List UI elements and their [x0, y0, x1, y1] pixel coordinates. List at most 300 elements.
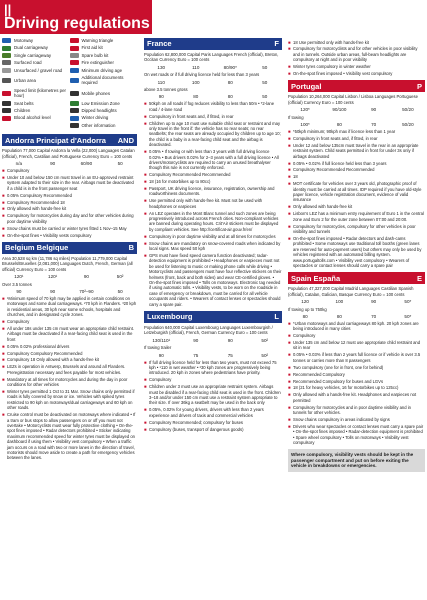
regulation-item: [288, 40, 425, 45]
regulation-list: [288, 321, 425, 446]
legend-symbol-icon: [2, 108, 11, 113]
legend-item: [70, 45, 138, 50]
speed-note: If towing up to 750kg: [288, 306, 327, 312]
legend-label: Urban area: [14, 77, 36, 83]
country-bar: [288, 80, 425, 92]
speed-value: 75: [227, 352, 233, 358]
speed-value: 50/20: [402, 122, 414, 128]
regulation-text: Compulsory Recommended 18: [7, 199, 65, 205]
bullet-icon: ■: [288, 181, 291, 187]
speed-limits: [2, 274, 137, 279]
speed-value: 50: [262, 94, 268, 100]
legend-symbol-icon: [70, 60, 79, 65]
legend-label: Motorway: [14, 38, 34, 43]
regulation-item: [144, 114, 282, 119]
speed-value: 80/90*: [223, 64, 237, 70]
regulation-item: [288, 372, 425, 377]
regulation-item: [2, 296, 137, 318]
regulation-item: [288, 365, 425, 370]
legend-symbol-icon: [2, 91, 11, 96]
regulation-item: [2, 412, 137, 461]
regulation-item: [144, 101, 282, 112]
country-bar: [144, 38, 282, 50]
speed-value: 90: [158, 94, 164, 100]
bullet-icon: ■: [2, 364, 5, 370]
bullet-icon: ■: [144, 377, 147, 383]
regulation-text: Recommended Compulsory: [293, 371, 345, 377]
speed-value: 50: [117, 289, 123, 294]
legend-item: [70, 108, 138, 113]
regulation-item: [144, 234, 282, 239]
regulation-text: If full driving licence held for less than two years, must not exceed 75 kph • ¹110 in wet weather • ²30 kph zones are progressively being introduced. 20 kph in zones where pedestrians have priority.: [149, 359, 277, 376]
bullet-icon: ■: [2, 174, 5, 180]
regulation-item: [288, 167, 425, 172]
legend-item: [70, 88, 138, 99]
bullet-icon: ■: [144, 240, 147, 246]
column-2: [144, 38, 282, 433]
regulation-item: [288, 46, 425, 62]
section-number: ||: [4, 2, 12, 17]
bullet-icon: ■: [144, 359, 147, 365]
speed-limits-2: [144, 353, 282, 358]
regulation-text: Under 10 and below 150 cm must travel in an EU-approved restraint system adapted to their size in the rear. Airbags must be deactivated if a child is in the front passenger seat: [7, 174, 134, 191]
country-spain: [288, 272, 425, 445]
bullet-icon: ■: [288, 378, 291, 384]
legend-symbol-icon: [70, 68, 79, 73]
regulation-text: Compulsory Recommended Recommended: [149, 172, 231, 178]
regulation-item: [288, 224, 425, 235]
speed-value: 130: [157, 64, 166, 70]
regulation-item: [2, 364, 137, 375]
bullet-icon: ■: [288, 416, 291, 422]
legend-label: Seat belts: [14, 100, 34, 106]
legend-symbol-icon: [70, 53, 79, 58]
legend-item: [70, 123, 138, 128]
regulation-text: 50kph on all roads if fog reduces visibility to less than 50m • *2-lane road / 4-lane road: [149, 101, 275, 112]
regulation-text: MOT certificate for vehicles over 3 years old, photographic proof of identity must be carried at all times. IDP required if you have old-style paper licence, vehicle registration document, evidence of valid insurance: [293, 181, 422, 203]
regulation-text: Compulsory Recommended Recommended: [293, 167, 375, 173]
regulation-text: 0.05% • If towing or with less than 3 years with full driving licence 0.02% • Bus drivers 0.02% for 2–3 years with a full driving licence • All drivers/motorcyclists are required to carry an unused breathalyser though this rule is not currently enforced.: [149, 149, 279, 171]
regulation-item: [144, 360, 282, 376]
regulation-text: Compulsory: [293, 333, 316, 339]
legend-symbol-icon: [70, 38, 79, 43]
regulation-text: Compulsory for motorcyclists and for other vehicles in poor visibility and in tunnels. Outside urban areas, full-beam headlights are compulsory at night and in poor visibility: [293, 46, 418, 63]
bullet-icon: ■: [144, 384, 147, 390]
regulation-item: [2, 193, 137, 198]
regulation-list: [144, 101, 282, 307]
speed-value: n/a: [15, 161, 23, 167]
legend-label: Single carriageway: [14, 52, 52, 58]
speed-limits-2: [144, 80, 282, 85]
speed-value: 110: [192, 64, 200, 70]
regulation-list: [2, 168, 137, 238]
speed-value: 80: [336, 122, 342, 128]
regulation-text: 0.05% • 0.02% if full licence held less than 3 years: [293, 160, 387, 166]
bullet-icon: ■: [144, 407, 147, 413]
legend-item: [2, 123, 70, 128]
legend-symbol-icon: [70, 91, 79, 96]
regulation-item: [288, 181, 425, 203]
speed-value: 50: [117, 161, 123, 167]
speed-value: 50²: [261, 337, 269, 343]
speed-value: 90: [371, 107, 377, 113]
regulation-text: Only allowed with hands-free kit: [293, 204, 353, 210]
legend-item: [2, 60, 70, 65]
regulation-item: [288, 161, 425, 166]
country-code: AND: [117, 135, 134, 145]
regulation-text: Compulsory: [149, 377, 172, 383]
bullet-icon: ■: [288, 364, 291, 370]
regulation-text: Compulsory Compulsory Recommended: [7, 350, 83, 356]
legend-symbol-icon: [2, 78, 11, 83]
bullet-icon: ■: [288, 46, 291, 52]
regulation-text: ¹Minimum speed of 70 kph may be applied in certain conditions on motorways and some dual carriageways. ²70 kph in Flanders. ³20 kph in residential areas, 30 kph near some schools, hospitals and churches, and in designated cycle zones.: [7, 295, 137, 318]
regulation-item: [288, 204, 425, 209]
bullet-icon: ■: [288, 235, 291, 241]
regulation-text: Compulsory for motorcycles, compulsory for other vehicles in poor visibility and tunnels: [293, 223, 416, 234]
regulation-item: [288, 211, 425, 222]
country-info: Population 10,264,000 Capital Lisbon / Lisboa Languages Portuguese (official) Currency Euro = 100 cents: [288, 94, 418, 105]
country-info: Area 30,528 sq km (11,786 sq miles) Population 11,779,000 Capital Brussels/Bruxelles (2,081,000) Languages Dutch, French, German (all official) Currency Euro = 100 cents: [2, 255, 133, 272]
regulation-text: *Urban motorways and dual carriageways 80 kph. 20 kph zones are being introduced in many cities: [293, 320, 419, 332]
regulation-text: Recommended Compulsory for buses and LGVs: [293, 378, 384, 384]
legend-label: Speed limit (kilometres per hour): [14, 87, 66, 99]
legend-label: Warning triangle: [81, 38, 114, 43]
speed-value: 50: [262, 64, 268, 70]
regulation-text: Under 12 and below 135cm must travel in the rear in an appropriate restraint system. Child seats permitted in front for under 3s only if airbags deactivated: [293, 142, 419, 159]
regulation-text: 18 (16 for motorbikes up to 80cc): [149, 179, 211, 185]
bullet-icon: ■: [288, 223, 291, 229]
regulation-item: [288, 405, 425, 416]
speed-value: 120¹: [14, 274, 24, 280]
regulation-item: [288, 143, 425, 159]
legend-item: [2, 108, 70, 113]
regulation-item: [2, 357, 137, 362]
regulation-text: Snow chains must be carried or winter tyres fitted 1 Nov–15 May: [7, 225, 127, 231]
bullet-icon: ■: [144, 253, 147, 258]
speed-value: 120: [301, 299, 309, 305]
bullet-icon: ■: [144, 186, 147, 192]
legend-label: Additional documents required: [81, 75, 124, 86]
regulation-item: [288, 392, 425, 403]
header-band: [0, 0, 152, 34]
speed-value: 120¹: [48, 274, 58, 280]
regulation-item: [2, 175, 137, 191]
bullet-icon: ■: [288, 392, 291, 398]
regulation-text: 18 Use permitted only with hands-free kit: [293, 39, 369, 45]
legend-item: [2, 101, 70, 106]
legend-label: Low Emission Zone: [81, 100, 120, 106]
country-code: L: [274, 312, 279, 322]
bullet-icon: ■: [144, 120, 147, 126]
bullet-icon: ■: [2, 232, 5, 238]
bullet-icon: ■: [288, 371, 291, 377]
legend-symbol-icon: [70, 108, 79, 113]
country-andorra: [2, 134, 137, 238]
regulation-text: Snow chains compulsory in areas indicated by signs: [293, 416, 390, 422]
regulation-text: Lisbon's LEZ has a minimum entry requirement of Euro 1 in the central zone and Euro 2 for the outer zone between 07:00 and 20:00.: [293, 211, 424, 222]
bullet-icon: ■: [2, 199, 5, 205]
regulation-item: [144, 377, 282, 382]
legend-item: [2, 45, 70, 50]
regulation-text: Children under 3 must use an appropriate restraint system. Airbags must be disabled if a rear-facing child seat is used in the front. Children 3–18 and/or under 150 cm must use a restraint system appropriate to their size. If over 36kg a seatbelt may be used in the back only: [149, 384, 281, 406]
regulation-item: [2, 389, 137, 411]
country-bar: [2, 134, 137, 146]
bullet-icon: ■: [144, 426, 147, 432]
regulation-item: [144, 241, 282, 252]
regulation-item: [2, 226, 137, 231]
bullet-icon: ■: [144, 179, 147, 185]
regulation-text: Winter tyres compulsory in winter weather: [293, 64, 371, 70]
speed-value: 90: [371, 299, 377, 305]
bullet-icon: ■: [2, 376, 5, 382]
speed-value: 90/100: [332, 107, 347, 113]
regulation-text: Compulsory for motorcycles during day and for other vehicles during poor daytime visibility: [7, 213, 134, 224]
regulation-item: [144, 253, 282, 307]
speed-value: 90: [83, 274, 89, 280]
bullet-icon: ■: [288, 404, 291, 410]
speed-limits-3: [144, 94, 282, 99]
bullet-icon: ■: [2, 168, 5, 173]
speed-note: On wet roads or if full driving licence held for less than 3 years: [144, 72, 260, 78]
country-belgium: [2, 242, 137, 461]
regulation-item: [288, 424, 425, 446]
regulation-text: Drivers who wear spectacles or contact lenses must carry a spare pair • On-the-spot fines imposed • Radar-detection equipment is prohibited • Spare wheel compulsory • Tolls on motorways • Visibility vest compulsory: [293, 423, 424, 446]
regulation-text: On-the-spot fines • Visibility vests compulsory: [7, 232, 92, 238]
speed-value: 80: [227, 79, 233, 85]
speed-value: 75: [193, 352, 199, 358]
legend-label: Winter driving: [81, 115, 109, 121]
country-info: Population 77,000 Capital Andorra la Vella (22,000) Languages Catalan (official), French, Castilian and Portuguese Currency Euro = 100 cents: [2, 148, 135, 159]
legend-label: Blood alcohol level: [14, 115, 51, 121]
regulation-item: [288, 236, 425, 268]
bullet-icon: ■: [288, 135, 291, 141]
regulation-text: Compulsory in front seats and, if fitted, in rear: [149, 113, 234, 119]
country-name: Spain España: [291, 273, 341, 283]
regulation-item: [288, 352, 425, 363]
regulation-item: [144, 149, 282, 171]
regulation-item: [288, 385, 425, 390]
country-name: Andorra Principat d'Andorra: [5, 135, 106, 145]
regulation-text: Winter tyres permitted 1 Oct to 31 Mar. Snow chains only permitted if roads is fully covered by snow or ice. Vehicles with spiked tyres restricted to 90 kph on motorways/dual carriageways and 60 kph on other roads.: [7, 389, 135, 411]
regulation-text: Use permitted only with hands-free kit. Must not be used with headphones or earpieces: [149, 198, 263, 209]
bullet-icon: ■: [288, 204, 291, 210]
bullet-icon: ■: [2, 213, 5, 219]
regulation-text: Children up to age 10 must use suitable child seat or restraint and may only travel in the front if: the vehicle has no rear seats; no rear seatbelts; the rear seats are already occupied by children up to age 10; the child is a baby in a rear-facing child seat and the airbag is deactivated.: [149, 120, 281, 148]
regulation-text: On-the-spot fines imposed • Visibility vest compulsory: [293, 71, 393, 77]
regulation-item: [288, 340, 425, 351]
regulation-text: *50kph minimum; 90kph max if licence less than 1 year: [293, 128, 396, 134]
regulation-item: [2, 213, 137, 224]
legend-item: [2, 68, 70, 73]
bullet-icon: ■: [144, 149, 147, 155]
regulation-text: 0.05% 0.02% professional drivers: [7, 343, 70, 349]
legend-item: [2, 88, 70, 99]
regulation-item: [144, 384, 282, 406]
country-name: Belgium Belgique: [5, 243, 69, 253]
bullet-icon: ■: [288, 340, 291, 346]
country-code: F: [274, 39, 279, 49]
regulation-list: [288, 40, 425, 77]
bullet-icon: ■: [2, 206, 5, 212]
legend-item: [70, 60, 138, 65]
bullet-icon: ■: [288, 39, 291, 45]
regulation-list: [144, 360, 282, 432]
speed-value: 80: [336, 313, 342, 319]
country-name: Luxembourg: [147, 312, 193, 322]
bullet-icon: ■: [288, 167, 291, 173]
regulation-text: Compulsory: [7, 168, 30, 173]
regulation-text: 18 (21 for heavy vehicles, 16 for motorbikes up to 125cc): [293, 385, 399, 391]
speed-value: 80: [227, 94, 233, 100]
speed-value: 90: [227, 337, 233, 343]
regulation-text: Compulsory Recommended; compulsory for buses: [149, 419, 244, 425]
speed-value: 100: [191, 79, 200, 85]
regulation-item: [144, 172, 282, 177]
country-info: Population 640,000 Capital Luxembourg Languages Luxembourgish / Letzeburgish (official), French, German Currency Euro = 100 cents: [144, 325, 273, 336]
bullet-icon: ■: [288, 385, 291, 391]
regulation-text: An LEZ operates in the Mont Blanc tunnel and such zones are being progressively introduced across French cities. Non-compliant vehicles are banned during operating hours. Crit'Air stickers must be displayed by compliant vehicles. See http://certificat-air.gouv.fr/en/: [149, 210, 279, 232]
legend-symbol-icon: [70, 78, 79, 83]
bullet-icon: ■: [288, 320, 291, 326]
bullet-icon: ■: [2, 350, 5, 356]
country-info: Population 62,800,000 Capital Paris Languages French (official), Breton, Occitan Currency Euro = 100 cents: [144, 52, 279, 63]
bullet-icon: ■: [2, 389, 5, 394]
regulation-item: [144, 121, 282, 148]
speed-value: 100*: [300, 122, 310, 128]
regulation-text: Cruise control must be deactivated on motorways where indicated • If a tram or bus stops to allow passengers on or off you must not overtake • Motorcyclists must wear fully protective clothing • On-the-spot fines imposed • Radar detectors prohibited • Sticker indicating maximum recommended speed for winter tyres must be displayed on dashboard if using them • Visibility vest compulsory • When a traffic jam occurs on a road with two or more lanes in the direction of travel, motorists should move aside to create a path for emergency vehicles between the lanes.: [7, 412, 136, 461]
speed-value: 70: [371, 122, 377, 128]
regulation-item: [2, 319, 137, 324]
regulation-list: [2, 296, 137, 461]
regulation-item: [288, 379, 425, 384]
country-code: E: [416, 273, 422, 283]
speed-value: 120*: [300, 107, 310, 113]
bullet-icon: ■: [144, 233, 147, 239]
legend-item: [2, 38, 70, 43]
legend-symbol-icon: [70, 123, 79, 128]
regulation-text: LEZs in operation in Antwerp, Brussels and around all Flanders. Preregistration necessary and fees payable for most vehicles.: [7, 364, 126, 375]
legend-item: [2, 115, 70, 120]
speed-limits: [288, 107, 425, 112]
speed-limits: [288, 299, 425, 304]
speed-limits-2: [288, 314, 425, 319]
speed-value: 80: [302, 313, 308, 319]
footer-note: Where compulsory, visibility vests should be kept in the passenger compartment and put on before exiting the vehicle in breakdowns or emergencies.: [288, 449, 425, 471]
speed-note: If towing trailer: [144, 345, 172, 351]
legend-label: Other information: [81, 122, 116, 128]
country-bar: [2, 242, 137, 254]
regulation-text: Under 135 cm and below 12 must use appropriate child restraint and sit in rear: [293, 340, 421, 351]
speed-value: 70²–90: [79, 289, 94, 294]
legend-item: [2, 75, 70, 86]
speed-value: 90: [50, 161, 56, 167]
bullet-icon: ■: [2, 295, 5, 301]
regulation-item: [288, 174, 425, 179]
bullet-icon: ■: [2, 319, 5, 325]
legend-item: [70, 68, 138, 73]
regulation-text: Only allowed with a hands-free kit. Headphones and earpieces not permitted: [293, 392, 417, 403]
regulation-text: Only allowed with hands-free kit: [7, 206, 67, 212]
speed-note: Over 3.5 tonnes: [2, 281, 32, 287]
legend-label: First aid kit: [81, 45, 103, 51]
bullet-icon: ■: [288, 64, 291, 70]
country-bar: [144, 311, 282, 323]
page-header: [0, 0, 427, 34]
speed-value: 90: [16, 289, 22, 294]
regulation-text: Two compulsory (one for in front, one for behind): [293, 364, 384, 370]
speed-value: 50²: [116, 274, 124, 280]
bullet-icon: ■: [288, 160, 291, 166]
bullet-icon: ■: [2, 325, 5, 331]
regulation-text: Compulsory for motorcycles and in poor daytime visibility and in tunnels for other vehicles.: [293, 404, 411, 416]
regulation-text: On-the-spot fines imposed • Radar detectors and dash-cams prohibited • Some motorways use traditional toll booths (green lanes are reserved for auto-payment users) but others may only be used by vehicles registered with an automated billing system. www.portugaltolls.com • Visibility vest compulsory • Wearers of spectacles or contact lenses should carry a spare pair: [293, 235, 422, 268]
regulation-text: Passport, UK driving licence, insurance, registration, ownership and roadworthiness documents.: [149, 186, 275, 197]
regulation-item: [144, 407, 282, 418]
bullet-icon: ■: [144, 101, 147, 107]
speed-value: 90: [193, 337, 199, 343]
legend-label: Dipped headlights: [81, 108, 117, 114]
regulation-text: Mandatory at all times for motorcycles and during the day in poor conditions for other vehicles: [7, 376, 128, 388]
page-title: Driving regulations: [4, 15, 150, 32]
regulation-item: [2, 168, 137, 173]
regulation-item: [2, 206, 137, 211]
speed-limits: [2, 161, 137, 166]
legend-symbol-icon: [2, 101, 11, 106]
bullet-icon: ■: [144, 172, 147, 178]
legend-symbol-icon: [2, 68, 11, 73]
legend-item: [70, 101, 138, 106]
regulation-item: [288, 321, 425, 332]
speed-value: 130/110¹: [152, 337, 171, 343]
regulation-item: [144, 427, 282, 432]
speed-value: 100: [335, 299, 344, 305]
regulation-item: [2, 233, 137, 238]
regulation-item: [2, 344, 137, 349]
legend-symbol-icon: [70, 46, 79, 51]
regulation-item: [2, 377, 137, 388]
bullet-icon: ■: [288, 71, 291, 77]
legend-label: Surfaced road: [14, 60, 42, 66]
speed-value: 60/90: [80, 161, 93, 167]
legend-label: Spare bulb kit: [81, 52, 109, 58]
bullet-icon: ■: [144, 198, 147, 204]
regulation-text: 18: [293, 174, 298, 180]
regulation-text: GPS must have fixed speed camera function deactivated; radar-detection equipment is prohibited • Headphones or earpieces must not be used for listening to music or making phone calls while driving • Motorcyclists and passengers must have four reflective stickers on their helmets (front, back and both sides) and wear CE-certified gloves. • On-the-spot fines imposed • Tolls on motorways. Electronic tag needed if using automatic tolls. • Visibility vests, to be worn on the roadside in case of emergency or breakdown, must be carried for all vehicle occupants and riders. • Wearers of contact lenses or spectacles should carry a spare pair.: [149, 253, 282, 307]
regulation-item: [288, 64, 425, 69]
bullet-icon: ■: [2, 412, 5, 418]
legend-label: Children: [14, 108, 31, 114]
regulation-item: [288, 136, 425, 141]
column-3: [288, 38, 425, 472]
speed-limits-2: [2, 289, 137, 294]
regulation-item: [144, 179, 282, 184]
bullet-icon: ■: [2, 343, 5, 349]
speed-limits: [144, 338, 282, 343]
legend-item: [70, 75, 138, 86]
legend-symbol-icon: [70, 101, 79, 106]
legend-symbol-icon: [2, 46, 11, 51]
speed-value: 50²: [261, 352, 269, 358]
regulation-text: Compulsory in front seats and, if fitted, in rear: [293, 135, 378, 141]
speed-note-2: above 3.5 tonnes gross: [144, 87, 188, 93]
column-1: [2, 38, 137, 462]
country-france: [144, 38, 282, 307]
regulation-text: Compulsory: [7, 319, 30, 325]
legend: [2, 38, 137, 130]
country-info: Population 47,327,000 Capital Madrid Languages Castilian Spanish (official), Catalan, Galician, Basque Currency Euro = 100 cents: [288, 286, 414, 297]
bullet-icon: ■: [288, 142, 291, 148]
